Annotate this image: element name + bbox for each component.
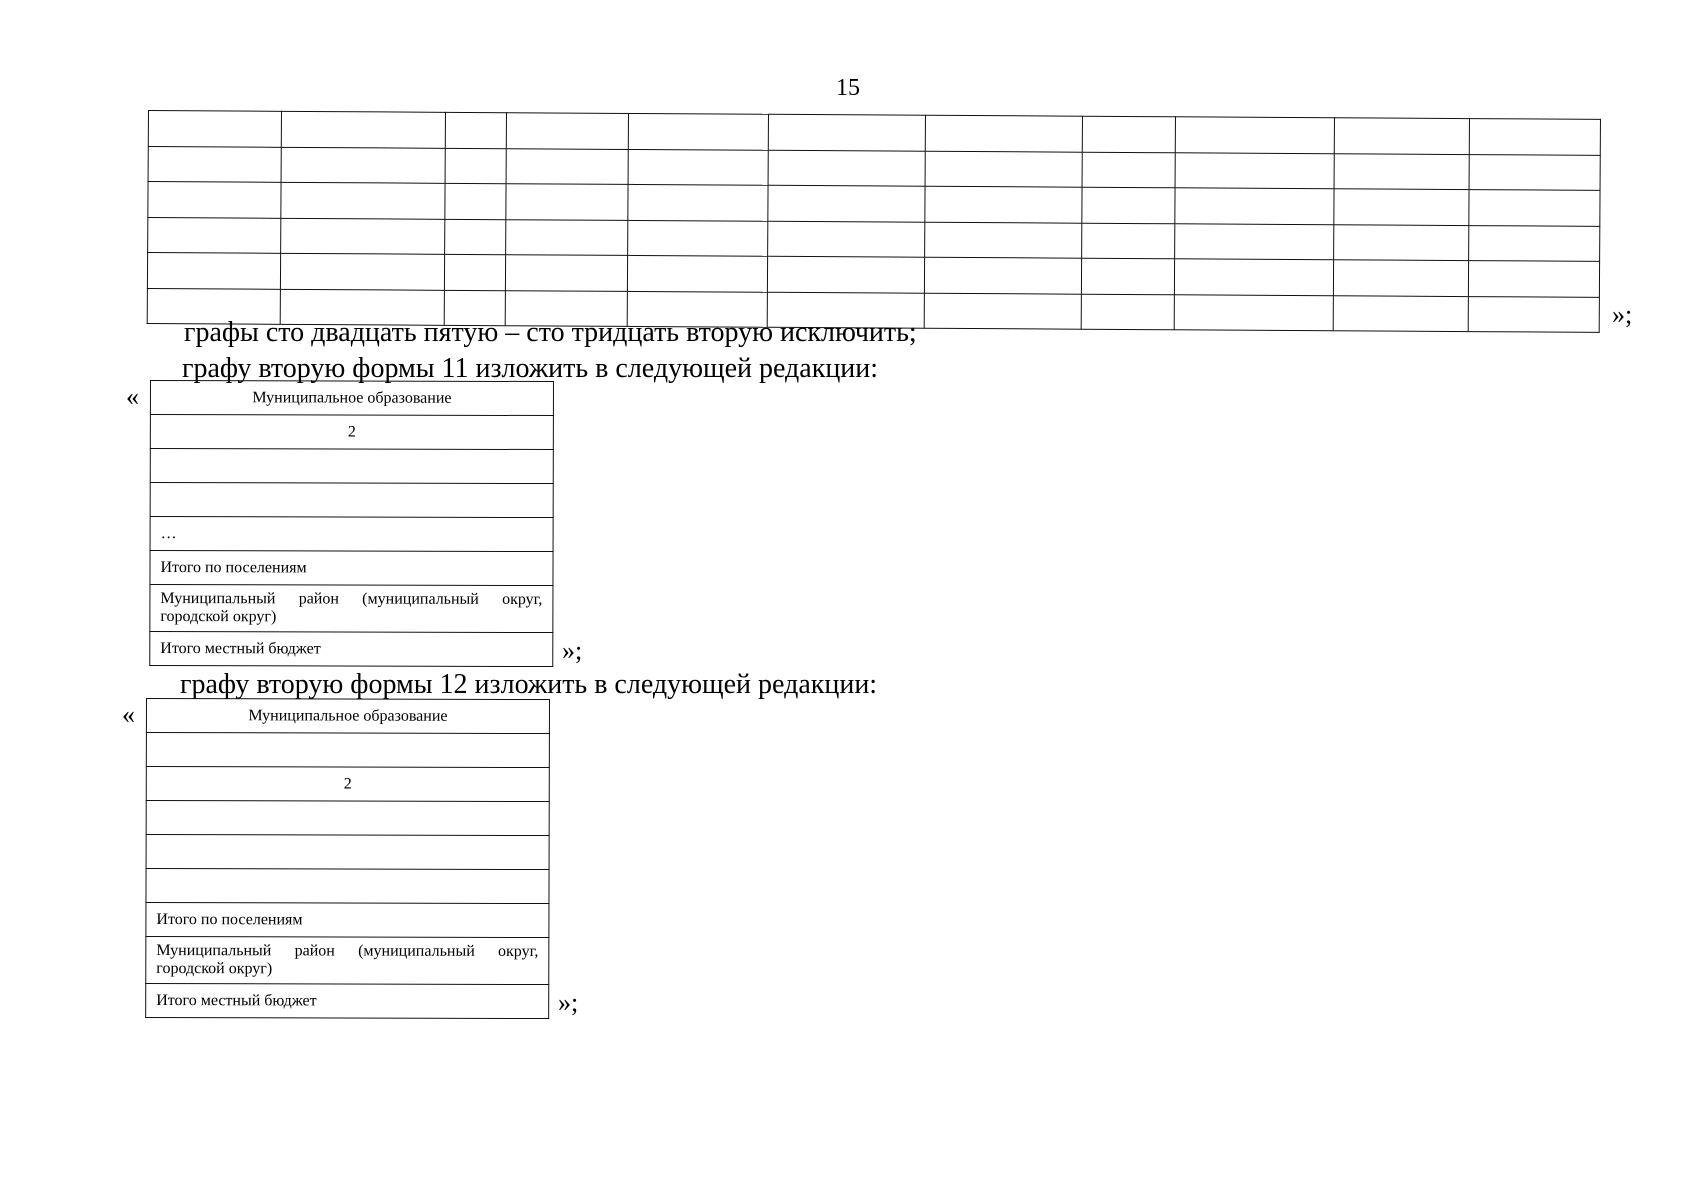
- grid-cell: [445, 183, 506, 219]
- form11-empty-cell: [150, 449, 553, 484]
- form12-closing-quote: »;: [558, 988, 579, 1017]
- form12-intro-paragraph: графу вторую формы 12 изложить в следующей редакции:: [180, 669, 878, 700]
- grid-cell: [1469, 190, 1600, 226]
- grid-cell: [1468, 261, 1599, 297]
- grid-cell: [1081, 294, 1174, 330]
- grid-cell: [506, 113, 628, 149]
- grid-cell: [281, 182, 445, 219]
- grid-cell: [768, 114, 925, 150]
- grid-cell: [925, 115, 1082, 151]
- grid-cell: [1082, 187, 1175, 223]
- grid-cell: [148, 217, 281, 253]
- grid-cell: [924, 257, 1081, 293]
- grid-cell: [148, 182, 281, 218]
- grid-cell: [768, 150, 925, 186]
- grid-cell: [1082, 152, 1175, 188]
- grid-cell: [628, 149, 768, 185]
- form12-municipal-district-cell: Муниципальный район (муниципальный округ, городской округ): [146, 937, 549, 985]
- grid-cell: [148, 146, 281, 182]
- grid-cell: [506, 148, 628, 184]
- grid-cell: [445, 148, 506, 184]
- grid-cell: [1334, 224, 1469, 260]
- grid-cell: [768, 185, 925, 221]
- grid-cell: [628, 220, 768, 256]
- grid-cell: [1082, 116, 1175, 152]
- grid-cell: [506, 184, 628, 220]
- grid-cell: [627, 255, 767, 291]
- grid-cell: [1175, 223, 1334, 259]
- grid-cell: [1334, 189, 1469, 225]
- form12-open-quote: «: [122, 700, 135, 729]
- grid-cell: [1469, 225, 1600, 261]
- form12-empty-cell: [146, 801, 549, 836]
- form11-ellipsis-cell: …: [150, 517, 553, 552]
- grid-cell: [1469, 154, 1600, 190]
- grid-cell: [628, 113, 768, 149]
- form12-header-cell: Муниципальное образование: [146, 699, 549, 734]
- form12-column-table: [145, 698, 550, 1019]
- form12-local-budget-total-cell: Итого местный бюджет: [146, 984, 549, 1019]
- form12-empty-cell: [146, 733, 549, 768]
- grid-cell: [147, 253, 280, 289]
- grid-cell: [1175, 188, 1334, 224]
- grid-cell: [1174, 294, 1333, 330]
- grid-cell: [1334, 118, 1469, 154]
- form12-empty-cell: [146, 869, 549, 904]
- grid-cell: [281, 111, 445, 148]
- form11-municipal-district-cell: Муниципальный район (муниципальный округ, городской округ): [150, 585, 553, 633]
- form11-header-cell: Муниципальное образование: [150, 381, 553, 416]
- grid-cell: [768, 221, 925, 257]
- grid-cell: [1333, 260, 1468, 296]
- grid-cell: [1175, 117, 1334, 153]
- form11-intro-paragraph: графу вторую формы 11 изложить в следующей редакции:: [182, 353, 879, 384]
- grid-cell: [505, 255, 627, 291]
- grid-cell: [1333, 295, 1468, 331]
- form11-empty-cell: [150, 483, 553, 518]
- grid-cell: [1081, 258, 1174, 294]
- grid-cell: [1469, 119, 1600, 155]
- grid-cell: [445, 219, 506, 255]
- grid-cell: [281, 147, 445, 184]
- grid-cell: [1175, 152, 1334, 188]
- empty-grid-table: [147, 110, 1601, 333]
- form11-local-budget-total-cell: Итого местный бюджет: [150, 632, 553, 667]
- grid-cell: [925, 222, 1082, 258]
- form11-column-table: [149, 380, 554, 667]
- form12-column-number-cell: 2: [146, 767, 549, 802]
- form11-column-number-cell: 2: [150, 415, 553, 450]
- grid-cell: [281, 218, 445, 255]
- form11-settlements-total-cell: Итого по поселениям: [150, 551, 553, 586]
- page-number: 15: [836, 75, 860, 101]
- grid-cell: [1334, 153, 1469, 189]
- grid-cell: [767, 256, 924, 292]
- grid-cell: [148, 111, 281, 147]
- grid-closing-quote: »;: [1612, 300, 1633, 329]
- grid-cell: [445, 112, 506, 148]
- grid-cell: [506, 219, 628, 255]
- form11-open-quote: «: [126, 382, 139, 411]
- grid-cell: [444, 254, 505, 290]
- grid-cell: [925, 151, 1082, 187]
- grid-cell: [628, 184, 768, 220]
- grid-cell: [925, 186, 1082, 222]
- grid-cell: [924, 293, 1081, 329]
- exclude-columns-paragraph: графы сто двадцать пятую – сто тридцать вторую исключить;: [184, 317, 917, 348]
- grid-cell: [1468, 296, 1599, 332]
- form11-closing-quote: »;: [562, 636, 583, 665]
- grid-cell: [280, 253, 444, 290]
- form12-empty-cell: [146, 835, 549, 870]
- form12-settlements-total-cell: Итого по поселениям: [146, 903, 549, 938]
- grid-cell: [1174, 259, 1333, 295]
- grid-cell: [1082, 223, 1175, 259]
